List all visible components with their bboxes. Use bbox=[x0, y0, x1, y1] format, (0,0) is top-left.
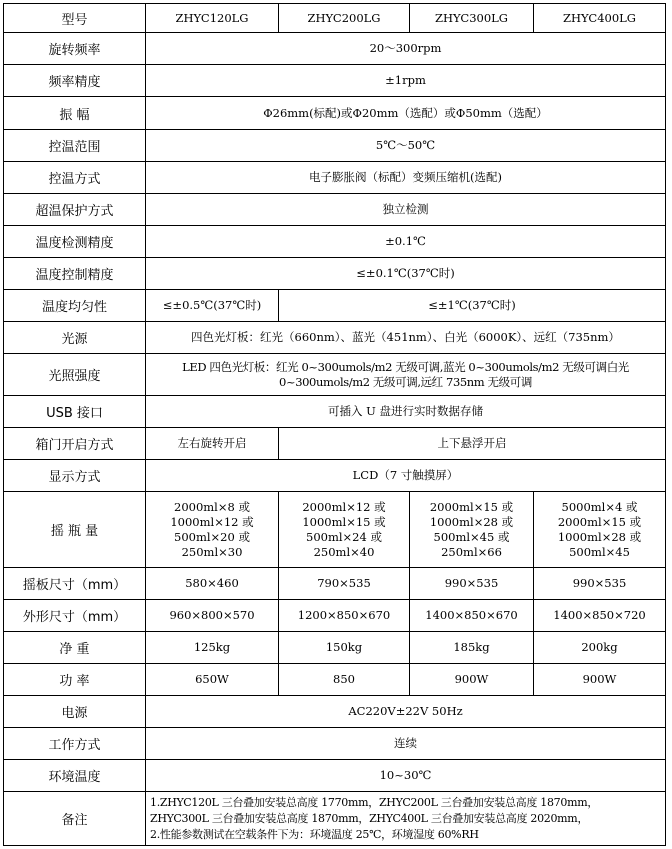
label-door: 箱门开启方式 bbox=[4, 428, 146, 460]
label-light-source: 光源 bbox=[4, 322, 146, 354]
label-platform: 摇板尺寸（mm） bbox=[4, 568, 146, 600]
value-power-1: 650W bbox=[146, 664, 279, 696]
capacity-3-line-4: 250ml×66 bbox=[441, 544, 502, 559]
capacity-2-line-3: 500ml×24 或 bbox=[306, 529, 382, 544]
remarks-line-2: ZHYC300L 三台叠加安装总高度 1870mm，ZHYC400L 三台叠加安装总高度 2020mm， bbox=[150, 811, 589, 825]
label-temp-range: 控温范围 bbox=[4, 130, 146, 162]
value-door-a: 左右旋转开启 bbox=[146, 428, 279, 460]
row-door bbox=[4, 428, 666, 460]
row-speed bbox=[4, 33, 666, 65]
row-light-intensity bbox=[4, 354, 666, 396]
row-uniformity bbox=[4, 290, 666, 322]
value-outer-3: 1400×850×670 bbox=[410, 600, 534, 632]
capacity-4-line-1: 5000ml×4 或 bbox=[561, 499, 638, 514]
row-display bbox=[4, 460, 666, 492]
header-label: 型号 bbox=[4, 4, 146, 33]
remarks-line-3: 2.性能参数测试在空载条件下为：环境温度 25℃，环境湿度 60%RH bbox=[150, 827, 479, 841]
value-temp-detect: ±0.1℃ bbox=[146, 226, 666, 258]
capacity-2-line-4: 250ml×40 bbox=[313, 544, 375, 559]
label-usb: USB 接口 bbox=[4, 396, 146, 428]
capacity-4-line-4: 500ml×45 bbox=[569, 544, 630, 559]
value-platform-2: 790×535 bbox=[279, 568, 410, 600]
value-temp-control: ≤±0.1℃(37℃时) bbox=[146, 258, 666, 290]
value-capacity-2 bbox=[279, 492, 410, 568]
value-outer-2: 1200×850×670 bbox=[279, 600, 410, 632]
capacity-4-line-3: 1000ml×28 或 bbox=[557, 529, 642, 544]
row-weight bbox=[4, 632, 666, 664]
row-power bbox=[4, 664, 666, 696]
value-weight-4: 200kg bbox=[534, 632, 666, 664]
label-light-intensity: 光照强度 bbox=[4, 354, 146, 396]
spec-table bbox=[3, 3, 666, 846]
value-speed: 20～300rpm bbox=[146, 33, 666, 65]
value-light-source: 四色光灯板：红光（660nm）、蓝光（451nm）、白光（6000K）、远红（735nm） bbox=[146, 322, 666, 354]
row-amplitude bbox=[4, 97, 666, 130]
label-amplitude: 振 幅 bbox=[4, 97, 146, 130]
value-platform-3: 990×535 bbox=[410, 568, 534, 600]
row-supply bbox=[4, 696, 666, 728]
value-speed-precision: ±1rpm bbox=[146, 65, 666, 97]
value-uniformity-b: ≤±1℃(37℃时) bbox=[279, 290, 666, 322]
value-remarks bbox=[146, 792, 666, 846]
value-work-mode: 连续 bbox=[146, 728, 666, 760]
model-1: ZHYC120LG bbox=[146, 4, 279, 33]
row-temp-mode bbox=[4, 162, 666, 194]
row-platform bbox=[4, 568, 666, 600]
label-remarks: 备注 bbox=[4, 792, 146, 846]
label-speed: 旋转频率 bbox=[4, 33, 146, 65]
value-capacity-4 bbox=[534, 492, 666, 568]
header-row bbox=[4, 4, 666, 33]
row-capacity bbox=[4, 492, 666, 568]
value-supply: AC220V±22V 50Hz bbox=[146, 696, 666, 728]
row-temp-detect bbox=[4, 226, 666, 258]
value-weight-1: 125kg bbox=[146, 632, 279, 664]
label-supply: 电源 bbox=[4, 696, 146, 728]
row-work-mode bbox=[4, 728, 666, 760]
label-capacity: 摇 瓶 量 bbox=[4, 492, 146, 568]
value-outer-1: 960×800×570 bbox=[146, 600, 279, 632]
capacity-3-line-3: 500ml×45 或 bbox=[433, 529, 510, 544]
capacity-3-line-2: 1000ml×28 或 bbox=[429, 514, 514, 529]
label-temp-control: 温度控制精度 bbox=[4, 258, 146, 290]
value-overtemp: 独立检测 bbox=[146, 194, 666, 226]
value-outer-4: 1400×850×720 bbox=[534, 600, 666, 632]
value-temp-range: 5℃～50℃ bbox=[146, 130, 666, 162]
value-platform-1: 580×460 bbox=[146, 568, 279, 600]
capacity-1-line-4: 250ml×30 bbox=[181, 544, 243, 559]
label-uniformity: 温度均匀性 bbox=[4, 290, 146, 322]
label-work-mode: 工作方式 bbox=[4, 728, 146, 760]
label-overtemp: 超温保护方式 bbox=[4, 194, 146, 226]
row-temp-control bbox=[4, 258, 666, 290]
value-uniformity-a: ≤±0.5℃(37℃时) bbox=[146, 290, 279, 322]
row-usb bbox=[4, 396, 666, 428]
value-amplitude: Φ26mm(标配)或Φ20mm（选配）或Φ50mm（选配） bbox=[146, 97, 666, 130]
row-temp-range bbox=[4, 130, 666, 162]
row-remarks bbox=[4, 792, 666, 846]
value-platform-4: 990×535 bbox=[534, 568, 666, 600]
value-weight-2: 150kg bbox=[279, 632, 410, 664]
value-power-2: 850 bbox=[279, 664, 410, 696]
model-4: ZHYC400LG bbox=[534, 4, 666, 33]
row-overtemp bbox=[4, 194, 666, 226]
capacity-3-line-1: 2000ml×15 或 bbox=[429, 499, 514, 514]
value-capacity-3 bbox=[410, 492, 534, 568]
value-power-3: 900W bbox=[410, 664, 534, 696]
model-3: ZHYC300LG bbox=[410, 4, 534, 33]
capacity-1-line-1: 2000ml×8 或 bbox=[174, 499, 250, 514]
row-speed-precision bbox=[4, 65, 666, 97]
capacity-1-line-2: 1000ml×12 或 bbox=[170, 514, 254, 529]
label-temp-detect: 温度检测精度 bbox=[4, 226, 146, 258]
value-weight-3: 185kg bbox=[410, 632, 534, 664]
capacity-1-line-3: 500ml×20 或 bbox=[174, 529, 250, 544]
value-capacity-1 bbox=[146, 492, 279, 568]
row-outer bbox=[4, 600, 666, 632]
value-usb: 可插入 U 盘进行实时数据存储 bbox=[146, 396, 666, 428]
value-power-4: 900W bbox=[534, 664, 666, 696]
remarks-line-1: 1.ZHYC120L 三台叠加安装总高度 1770mm，ZHYC200L 三台叠加安装总高度 1870mm， bbox=[150, 795, 599, 809]
label-env-temp: 环境温度 bbox=[4, 760, 146, 792]
light-intensity-line-1: LED 四色光灯板：红光 0~300umols/m2 无级可调,蓝光 0~300umols/m2 无级可调白光 bbox=[182, 359, 629, 374]
label-weight: 净 重 bbox=[4, 632, 146, 664]
light-intensity-line-2: 0~300umols/m2 无级可调,远红 735nm 无级可调 bbox=[279, 374, 532, 389]
label-outer: 外形尺寸（mm） bbox=[4, 600, 146, 632]
row-env-temp bbox=[4, 760, 666, 792]
capacity-4-line-2: 2000ml×15 或 bbox=[557, 514, 642, 529]
label-speed-precision: 频率精度 bbox=[4, 65, 146, 97]
label-power: 功 率 bbox=[4, 664, 146, 696]
capacity-2-line-1: 2000ml×12 或 bbox=[302, 499, 386, 514]
value-light-intensity bbox=[146, 354, 666, 396]
row-light-source bbox=[4, 322, 666, 354]
value-temp-mode: 电子膨胀阀（标配）变频压缩机(选配) bbox=[146, 162, 666, 194]
label-display: 显示方式 bbox=[4, 460, 146, 492]
value-door-b: 上下悬浮开启 bbox=[279, 428, 666, 460]
capacity-2-line-2: 1000ml×15 或 bbox=[302, 514, 386, 529]
label-temp-mode: 控温方式 bbox=[4, 162, 146, 194]
value-display: LCD（7 寸触摸屏） bbox=[146, 460, 666, 492]
model-2: ZHYC200LG bbox=[279, 4, 410, 33]
value-env-temp: 10~30℃ bbox=[146, 760, 666, 792]
